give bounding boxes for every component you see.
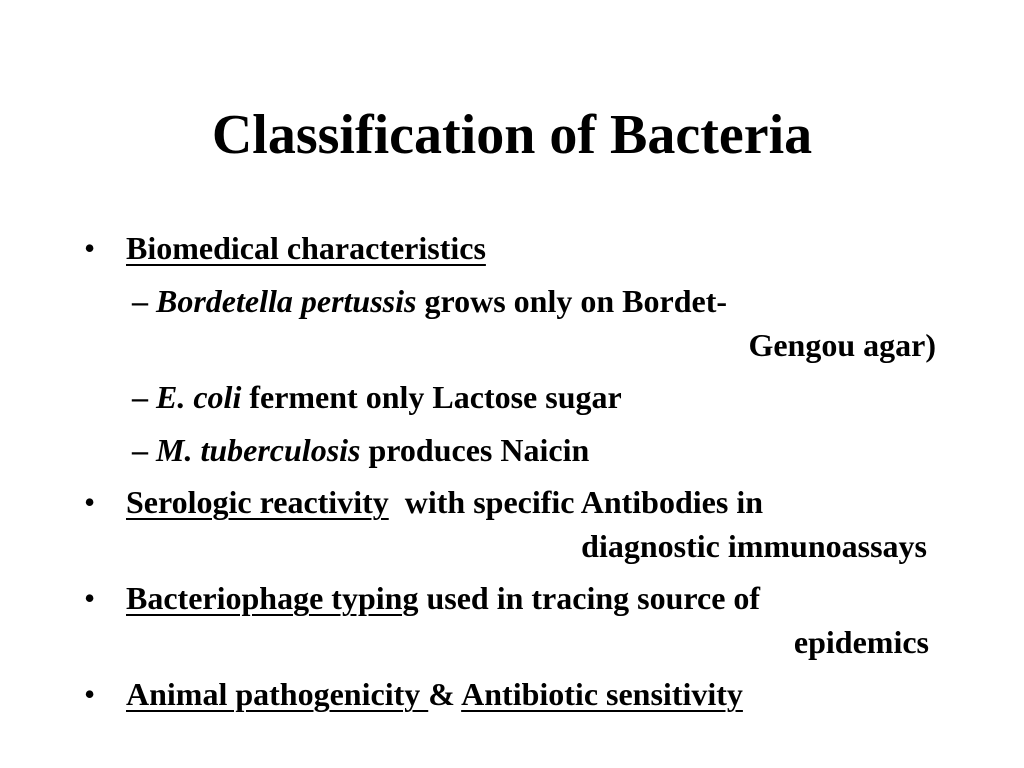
- bullet-icon: •: [84, 676, 96, 712]
- organism-name: Bordetella pertussis: [156, 283, 417, 319]
- bullet-heading: Biomedical characteristics: [126, 230, 486, 266]
- bullet-heading-secondary: Antibiotic sensitivity: [461, 676, 743, 712]
- bullet-text: diagnostic immunoassays: [581, 528, 927, 564]
- sub-item-mtuberculosis: [132, 430, 589, 470]
- bullet-heading: Animal pathogenicity: [126, 676, 429, 712]
- bullet-marker: [84, 228, 95, 268]
- bullet-icon: •: [84, 230, 96, 266]
- sub-item-bordetella: [132, 281, 727, 321]
- bullet-item-animal-antibiotic: [126, 674, 743, 714]
- dash-icon: –: [132, 379, 148, 415]
- sub-item-text: grows only on Bordet-: [416, 283, 727, 319]
- organism-name: M. tuberculosis: [156, 432, 361, 468]
- bullet-marker: [84, 578, 95, 618]
- bullet-icon: •: [84, 580, 96, 616]
- bullet-bacteriophage-continuation: [794, 622, 929, 662]
- bullet-item-serologic: [126, 482, 763, 522]
- bullet-text: with specific Antibodies in: [388, 484, 763, 520]
- bullet-text: used in tracing source of: [418, 580, 761, 616]
- sub-item-ecoli: [132, 377, 622, 417]
- sub-item-bordetella-continuation: [748, 325, 936, 365]
- organism-name: E. coli: [156, 379, 242, 415]
- sub-item-text: ferment only Lactose sugar: [241, 379, 622, 415]
- dash-icon: –: [132, 283, 148, 319]
- bullet-marker: [84, 674, 95, 714]
- bullet-icon: •: [84, 484, 96, 520]
- sub-item-text: produces Naicin: [360, 432, 590, 468]
- slide-title: Classification of Bacteria: [211, 104, 813, 166]
- bullet-text: epidemics: [793, 624, 929, 660]
- sub-item-text: Gengou agar): [748, 327, 936, 363]
- bullet-connector: &: [428, 676, 462, 712]
- dash-icon: –: [132, 432, 148, 468]
- bullet-item-biomedical: [126, 228, 486, 268]
- bullet-serologic-continuation: [581, 526, 927, 566]
- bullet-heading: Bacteriophage typing: [126, 580, 419, 616]
- bullet-heading: Serologic reactivity: [126, 484, 389, 520]
- bullet-item-bacteriophage: [126, 578, 760, 618]
- bullet-marker: [84, 482, 95, 522]
